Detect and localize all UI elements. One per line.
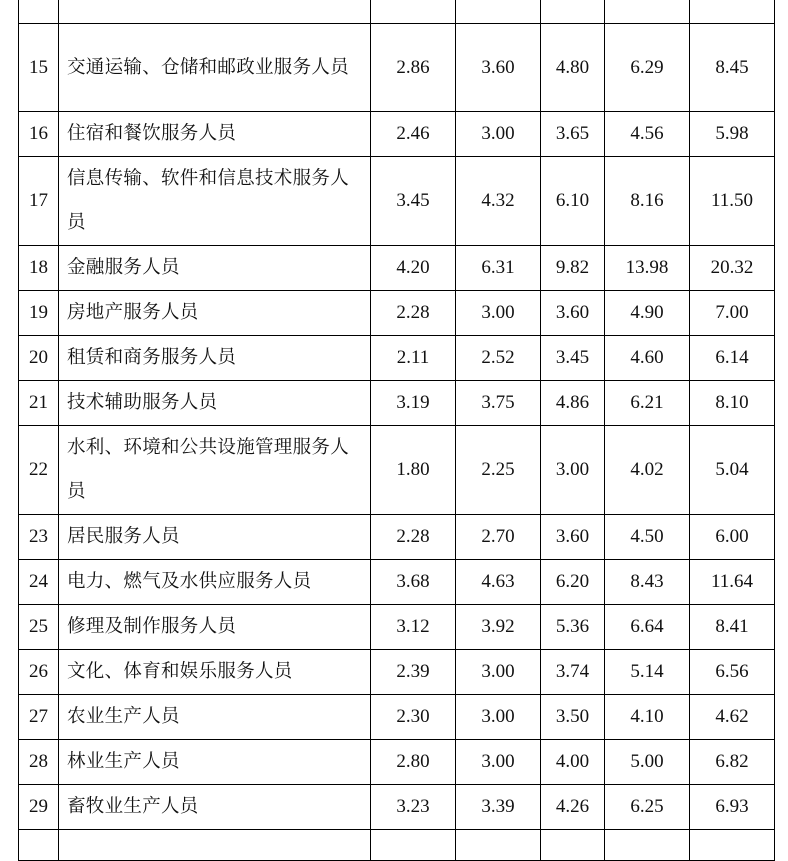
row-number: 26	[19, 650, 59, 695]
table-cell-empty	[59, 0, 371, 24]
wage-value-col-2: 3.92	[456, 605, 541, 650]
wage-value-col-4: 5.14	[605, 650, 690, 695]
table-body	[19, 0, 775, 861]
wage-value-col-1: 3.68	[371, 560, 456, 605]
wage-value-col-2: 3.00	[456, 740, 541, 785]
wage-value-col-3: 3.45	[541, 336, 605, 381]
wage-value-col-2: 3.00	[456, 650, 541, 695]
table-row	[19, 381, 775, 426]
occupation-name: 电力、燃气及水供应服务人员	[59, 560, 371, 605]
wage-value-col-3: 4.80	[541, 24, 605, 112]
table-row	[19, 246, 775, 291]
wage-value-col-5: 5.98	[690, 112, 775, 157]
wage-value-col-2: 2.52	[456, 336, 541, 381]
wage-value-col-4: 8.16	[605, 157, 690, 246]
wage-value-col-5: 8.41	[690, 605, 775, 650]
wage-value-col-2: 3.60	[456, 24, 541, 112]
occupation-name: 修理及制作服务人员	[59, 605, 371, 650]
table-row	[19, 291, 775, 336]
table-cell-empty	[690, 0, 775, 24]
wage-value-col-4: 6.25	[605, 785, 690, 830]
occupation-name: 信息传输、软件和信息技术服务人员	[59, 157, 371, 246]
wage-value-col-2: 4.32	[456, 157, 541, 246]
wage-value-col-3: 3.00	[541, 426, 605, 515]
wage-value-col-4: 6.64	[605, 605, 690, 650]
wage-value-col-3: 3.60	[541, 515, 605, 560]
wage-value-col-4: 4.60	[605, 336, 690, 381]
table-row	[19, 650, 775, 695]
wage-value-col-1: 3.19	[371, 381, 456, 426]
wage-value-col-1: 1.80	[371, 426, 456, 515]
wage-value-col-2: 3.39	[456, 785, 541, 830]
row-number: 29	[19, 785, 59, 830]
row-number: 20	[19, 336, 59, 381]
occupation-name: 居民服务人员	[59, 515, 371, 560]
wage-value-col-3: 4.00	[541, 740, 605, 785]
wage-value-col-1: 2.86	[371, 24, 456, 112]
wage-value-col-3: 3.60	[541, 291, 605, 336]
wage-value-col-2: 3.00	[456, 112, 541, 157]
occupation-name: 交通运输、仓储和邮政业服务人员	[59, 24, 371, 112]
table-cell-empty	[371, 0, 456, 24]
table-row	[19, 515, 775, 560]
wage-value-col-4: 5.00	[605, 740, 690, 785]
table-cell-empty	[371, 830, 456, 861]
wage-value-col-1: 2.28	[371, 291, 456, 336]
wage-value-col-3: 3.65	[541, 112, 605, 157]
wage-value-col-3: 5.36	[541, 605, 605, 650]
wage-value-col-1: 3.23	[371, 785, 456, 830]
table-row	[19, 560, 775, 605]
wage-value-col-4: 4.10	[605, 695, 690, 740]
occupation-name: 水利、环境和公共设施管理服务人员	[59, 426, 371, 515]
wage-value-col-1: 3.12	[371, 605, 456, 650]
wage-value-col-5: 8.10	[690, 381, 775, 426]
row-number: 25	[19, 605, 59, 650]
table-row	[19, 24, 775, 112]
row-number: 27	[19, 695, 59, 740]
wage-value-col-5: 6.56	[690, 650, 775, 695]
row-number: 24	[19, 560, 59, 605]
row-number: 19	[19, 291, 59, 336]
table-cell-empty	[541, 0, 605, 24]
table-cell-empty	[605, 0, 690, 24]
wage-value-col-1: 3.45	[371, 157, 456, 246]
occupation-name: 住宿和餐饮服务人员	[59, 112, 371, 157]
wage-value-col-5: 4.62	[690, 695, 775, 740]
table-row	[19, 426, 775, 515]
wage-value-col-4: 4.50	[605, 515, 690, 560]
occupation-name: 林业生产人员	[59, 740, 371, 785]
table-row-partial-bottom	[19, 830, 775, 861]
wage-value-col-1: 2.39	[371, 650, 456, 695]
wage-value-col-5: 6.14	[690, 336, 775, 381]
occupation-name: 农业生产人员	[59, 695, 371, 740]
wage-value-col-4: 4.56	[605, 112, 690, 157]
occupation-name: 畜牧业生产人员	[59, 785, 371, 830]
wage-value-col-4: 13.98	[605, 246, 690, 291]
table-cell-empty	[19, 0, 59, 24]
wage-value-col-5: 5.04	[690, 426, 775, 515]
row-number: 15	[19, 24, 59, 112]
table-cell-empty	[605, 830, 690, 861]
table-cell-empty	[19, 830, 59, 861]
wage-value-col-4: 8.43	[605, 560, 690, 605]
occupation-name: 租赁和商务服务人员	[59, 336, 371, 381]
row-number: 23	[19, 515, 59, 560]
wage-value-col-3: 6.20	[541, 560, 605, 605]
wage-value-col-4: 4.02	[605, 426, 690, 515]
wage-value-col-5: 6.82	[690, 740, 775, 785]
wage-value-col-2: 6.31	[456, 246, 541, 291]
table-row	[19, 785, 775, 830]
table-row	[19, 695, 775, 740]
wage-value-col-3: 4.86	[541, 381, 605, 426]
occupation-name: 金融服务人员	[59, 246, 371, 291]
table-cell-empty	[59, 830, 371, 861]
wage-value-col-5: 6.00	[690, 515, 775, 560]
wage-value-col-3: 9.82	[541, 246, 605, 291]
occupation-name: 房地产服务人员	[59, 291, 371, 336]
table-cell-empty	[456, 830, 541, 861]
wage-value-col-1: 2.11	[371, 336, 456, 381]
table-row	[19, 740, 775, 785]
wage-value-col-4: 4.90	[605, 291, 690, 336]
wage-value-col-5: 11.64	[690, 560, 775, 605]
wage-value-col-3: 4.26	[541, 785, 605, 830]
row-number: 22	[19, 426, 59, 515]
wage-value-col-3: 3.50	[541, 695, 605, 740]
wage-value-col-5: 6.93	[690, 785, 775, 830]
wage-value-col-2: 3.00	[456, 291, 541, 336]
table-row	[19, 157, 775, 246]
row-number: 17	[19, 157, 59, 246]
occupation-name: 技术辅助服务人员	[59, 381, 371, 426]
wage-value-col-2: 4.63	[456, 560, 541, 605]
wage-value-col-1: 4.20	[371, 246, 456, 291]
wage-value-col-4: 6.21	[605, 381, 690, 426]
wage-value-col-1: 2.46	[371, 112, 456, 157]
wage-value-col-5: 7.00	[690, 291, 775, 336]
wage-value-col-3: 6.10	[541, 157, 605, 246]
row-number: 21	[19, 381, 59, 426]
wage-value-col-2: 3.00	[456, 695, 541, 740]
table-row	[19, 336, 775, 381]
table-row-partial-top	[19, 0, 775, 24]
wage-value-col-5: 8.45	[690, 24, 775, 112]
wage-value-col-3: 3.74	[541, 650, 605, 695]
row-number: 16	[19, 112, 59, 157]
table-cell-empty	[541, 830, 605, 861]
occupation-name: 文化、体育和娱乐服务人员	[59, 650, 371, 695]
wage-value-col-1: 2.80	[371, 740, 456, 785]
wage-value-col-5: 20.32	[690, 246, 775, 291]
row-number: 28	[19, 740, 59, 785]
wage-table-container	[18, 0, 774, 861]
row-number: 18	[19, 246, 59, 291]
table-row	[19, 605, 775, 650]
wage-value-col-2: 2.70	[456, 515, 541, 560]
table-row	[19, 112, 775, 157]
wage-value-col-1: 2.30	[371, 695, 456, 740]
table-cell-empty	[456, 0, 541, 24]
wage-value-col-1: 2.28	[371, 515, 456, 560]
wage-value-col-2: 3.75	[456, 381, 541, 426]
wage-value-col-4: 6.29	[605, 24, 690, 112]
wage-value-col-5: 11.50	[690, 157, 775, 246]
wage-table	[18, 0, 775, 861]
wage-value-col-2: 2.25	[456, 426, 541, 515]
table-cell-empty	[690, 830, 775, 861]
